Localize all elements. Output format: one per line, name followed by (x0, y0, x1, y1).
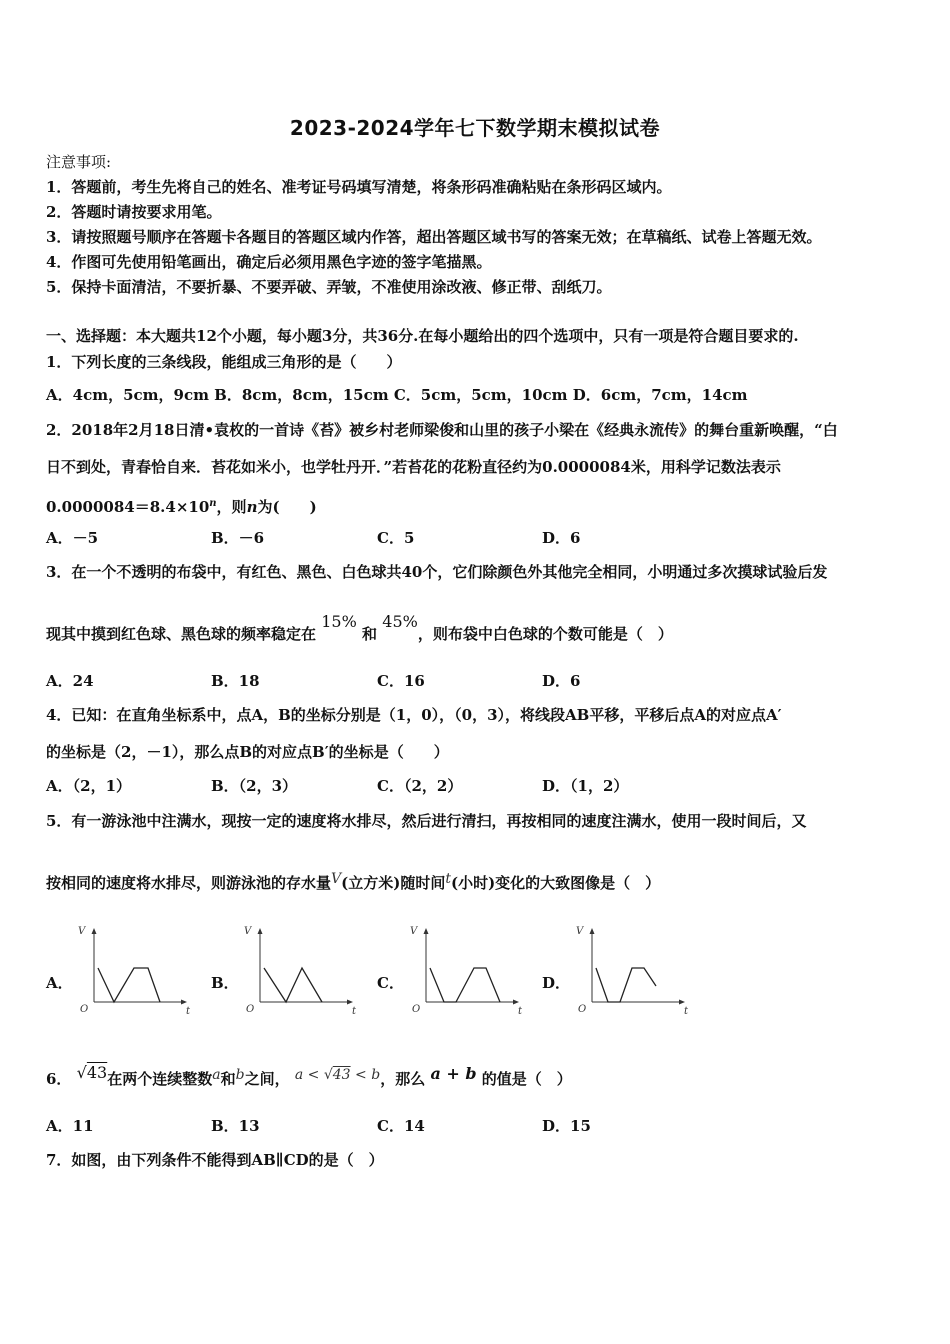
page-title: 2023-2024学年七下数学期末模拟试卷 (289, 116, 661, 140)
axis-origin: O (80, 1004, 89, 1015)
q2-exponent: n (209, 498, 217, 509)
question-2-line1: 2．2018年2月18日清•袁枚的一首诗《苔》被乡村老师梁俊和山里的孩子小梁在《经典永流传》的舞台重新唤醒，“白 (46, 421, 838, 439)
q3-option-b: B．18 (211, 672, 260, 690)
note-item: 1．答题前，考生先将自己的姓名、准考证号码填写清楚，将条形码准确粘贴在条形码区域内。 (46, 178, 672, 196)
q3-option-c: C．16 (377, 672, 425, 690)
q5-text: (小时)变化的大致图像是（ ） (450, 874, 661, 892)
axis-label-t: t (186, 1006, 191, 1017)
q6-inequality: a < √43 < b (294, 1067, 381, 1083)
question-3-line1: 3．在一个不透明的布袋中，有红色、黑色、白色球共40个，它们除颜色外其他完全相同，小明通过多次摸球试验后发 (46, 563, 828, 581)
question-1-text: 1．下列长度的三条线段，能组成三角形的是（ ） (46, 353, 402, 371)
q3-percent-2: 45% (382, 612, 418, 631)
question-7-text: 7．如图，由下列条件不能得到AB∥CD的是（ ） (46, 1151, 384, 1169)
q6-text: 在两个连续整数 (107, 1070, 213, 1088)
note-item: 4．作图可先使用铅笔画出，确定后必须用黑色字迹的签字笔描黑。 (46, 253, 492, 271)
question-3-line2 (46, 612, 673, 644)
q6-text: 的值是（ ） (481, 1070, 572, 1088)
q6-text: 和 (220, 1070, 236, 1088)
axis-label-v: V (410, 926, 418, 937)
q5-graph-b (238, 922, 363, 1021)
axis-origin: O (412, 1004, 421, 1015)
question-4-line1: 4．已知：在直角坐标系中，点A，B的坐标分别是（1，0），（0，3），将线段AB平移，平移后点A的对应点A′ (46, 706, 782, 724)
section-heading: 一、选择题：本大题共12个小题，每小题3分，共36分.在每小题给出的四个选项中，只有一项是符合题目要求的. (46, 327, 799, 345)
q4-option-a: A．（2，1） (46, 777, 132, 795)
q5-graph-c (404, 922, 529, 1021)
q3-option-d: D．6 (542, 672, 581, 690)
question-2-line2: 日不到处，青春恰自来．苔花如米小，也学牡丹开．”若苔花的花粉直径约为0.0000084米，用科学记数法表示 (46, 458, 781, 476)
q5-option-d: D． (542, 974, 571, 992)
axis-label-v: V (576, 926, 584, 937)
q2-text: 为( ) (257, 498, 317, 516)
q4-option-c: C．（2，2） (377, 777, 463, 795)
q3-text: 现其中摸到红色球、黑色球的频率稳定在 (46, 625, 317, 643)
q5-text: (立方米)随时间 (341, 874, 446, 892)
q6-var-b: b (235, 1067, 245, 1083)
axis-label-t: t (352, 1006, 357, 1017)
q5-graph-d (570, 922, 695, 1021)
notes-heading: 注意事项: (46, 153, 112, 171)
question-1-options: A．4cm，5cm，9cm B．8cm，8cm，15cm C．5cm，5cm，10cm D．6cm，7cm，14cm (46, 386, 748, 404)
q5-var-v: V (331, 871, 342, 887)
axis-label-v: V (78, 926, 86, 937)
note-item: 3．请按照题号顺序在答题卡各题目的答题区域内作答，超出答题区域书写的答案无效；在草稿纸、试卷上答题无效。 (46, 228, 822, 246)
q2-text: ，则 (216, 498, 247, 516)
q2-expression: 0.0000084＝8.4×10 (46, 498, 210, 516)
q3-option-a: A．24 (46, 672, 94, 690)
q2-option-d: D．6 (542, 529, 581, 547)
q6-text: ，那么 (380, 1070, 426, 1088)
question-5-line1: 5．有一游泳池中注满水，现按一定的速度将水排尽，然后进行清扫，再按相同的速度注满水，使用一段时间后，又 (46, 812, 807, 830)
q3-percent-1: 15% (321, 612, 357, 631)
q4-option-d: D．（1，2） (542, 777, 629, 795)
q6-option-c: C．14 (377, 1117, 425, 1135)
q3-text: ，则布袋中白色球的个数可能是（ ） (417, 625, 673, 643)
note-item: 2．答题时请按要求用笔。 (46, 203, 222, 221)
q5-text: 按相同的速度将水排尽，则游泳池的存水量 (46, 874, 332, 892)
axis-label-t: t (684, 1006, 689, 1017)
q6-var-a: a (212, 1067, 221, 1083)
q6-sqrt-43: √43 (76, 1063, 108, 1082)
axis-label-t: t (518, 1006, 523, 1017)
q5-option-c: C． (377, 974, 404, 992)
q5-option-b: B． (211, 974, 239, 992)
q2-var-n: n (246, 498, 258, 516)
q6-option-b: B．13 (211, 1117, 260, 1135)
q2-option-a: A．－5 (46, 529, 99, 547)
question-6-line (46, 1063, 572, 1090)
axis-origin: O (246, 1004, 255, 1015)
q3-text: 和 (362, 625, 378, 643)
q2-option-c: C．5 (377, 529, 415, 547)
q6-text: 之间， (244, 1070, 290, 1088)
question-4-line2: 的坐标是（2，－1），那么点B的对应点B′的坐标是（ ） (46, 743, 449, 761)
q6-sum: a + b (430, 1064, 477, 1083)
q5-var-t: t (445, 871, 451, 887)
q5-graph-a (72, 922, 197, 1021)
question-2-line3 (46, 494, 317, 517)
q2-option-b: B．－6 (211, 529, 265, 547)
q5-option-a: A． (46, 974, 73, 992)
q6-option-a: A．11 (46, 1117, 94, 1135)
question-5-line2 (46, 873, 660, 894)
q6-option-d: D．15 (542, 1117, 591, 1135)
axis-label-v: V (244, 926, 252, 937)
axis-origin: O (578, 1004, 587, 1015)
q4-option-b: B．（2，3） (211, 777, 298, 795)
note-item: 5．保持卡面清洁，不要折暴、不要弄破、弄皱，不准使用涂改液、修正带、刮纸刀。 (46, 278, 612, 296)
q6-number: 6． (46, 1070, 72, 1088)
